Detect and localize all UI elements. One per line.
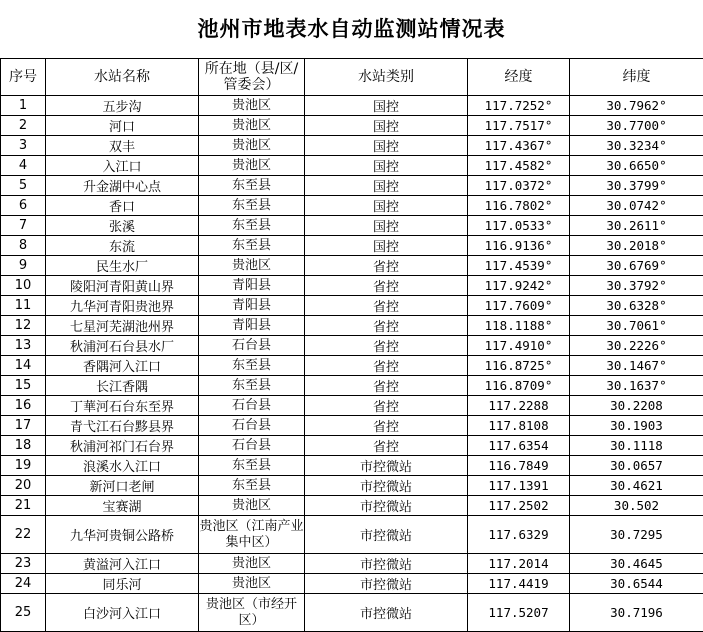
table-row [1, 516, 703, 554]
cell-station-name: 九华河贵铜公路桥 [46, 516, 199, 554]
cell-latitude: 30.6544 [570, 574, 703, 594]
header-index: 序号 [1, 59, 46, 96]
cell-station-name: 双丰 [46, 136, 199, 156]
cell-category: 国控 [305, 116, 468, 136]
table-row [1, 356, 703, 376]
cell-latitude: 30.4621 [570, 476, 703, 496]
cell-longitude: 116.8709° [468, 376, 570, 396]
stations-table [0, 58, 703, 632]
cell-station-name: 五步沟 [46, 96, 199, 116]
cell-longitude: 117.8108 [468, 416, 570, 436]
cell-category: 国控 [305, 136, 468, 156]
table-row [1, 116, 703, 136]
cell-index: 25 [1, 594, 46, 632]
cell-longitude: 117.2502 [468, 496, 570, 516]
cell-category: 省控 [305, 376, 468, 396]
cell-category: 市控微站 [305, 594, 468, 632]
cell-longitude: 117.0533° [468, 216, 570, 236]
cell-location: 青阳县 [199, 316, 305, 336]
cell-location: 东至县 [199, 356, 305, 376]
cell-station-name: 张溪 [46, 216, 199, 236]
cell-category: 市控微站 [305, 456, 468, 476]
cell-location: 贵池区 [199, 574, 305, 594]
cell-category: 省控 [305, 296, 468, 316]
cell-index: 2 [1, 116, 46, 136]
cell-category: 市控微站 [305, 554, 468, 574]
cell-location: 贵池区 [199, 496, 305, 516]
cell-location: 石台县 [199, 436, 305, 456]
cell-index: 8 [1, 236, 46, 256]
table-body [1, 96, 703, 632]
cell-station-name: 九华河青阳贵池界 [46, 296, 199, 316]
table-row [1, 176, 703, 196]
cell-category: 市控微站 [305, 496, 468, 516]
cell-index: 10 [1, 276, 46, 296]
cell-latitude: 30.6328° [570, 296, 703, 316]
cell-location: 贵池区 [199, 116, 305, 136]
cell-longitude: 116.7802° [468, 196, 570, 216]
cell-station-name: 青弋江石台黟县界 [46, 416, 199, 436]
cell-index: 14 [1, 356, 46, 376]
cell-location: 东至县 [199, 236, 305, 256]
cell-location: 青阳县 [199, 276, 305, 296]
cell-location: 石台县 [199, 416, 305, 436]
cell-longitude: 117.5207 [468, 594, 570, 632]
cell-latitude: 30.2611° [570, 216, 703, 236]
header-row [1, 59, 703, 96]
cell-latitude: 30.2208 [570, 396, 703, 416]
cell-latitude: 30.1467° [570, 356, 703, 376]
table-row [1, 196, 703, 216]
table-row [1, 96, 703, 116]
cell-latitude: 30.4645 [570, 554, 703, 574]
cell-index: 9 [1, 256, 46, 276]
cell-location: 贵池区（市经开区） [199, 594, 305, 632]
table-row [1, 336, 703, 356]
cell-location: 贵池区 [199, 96, 305, 116]
cell-latitude: 30.2018° [570, 236, 703, 256]
header-station-name: 水站名称 [46, 59, 199, 96]
cell-category: 省控 [305, 416, 468, 436]
cell-category: 省控 [305, 356, 468, 376]
cell-longitude: 117.2288 [468, 396, 570, 416]
cell-latitude: 30.502 [570, 496, 703, 516]
cell-location: 东至县 [199, 376, 305, 396]
cell-longitude: 118.1188° [468, 316, 570, 336]
header-location: 所在地（县/区/管委会） [199, 59, 305, 96]
cell-longitude: 116.9136° [468, 236, 570, 256]
cell-location: 东至县 [199, 456, 305, 476]
cell-longitude: 117.2014 [468, 554, 570, 574]
cell-index: 22 [1, 516, 46, 554]
page-title: 池州市地表水自动监测站情况表 [0, 0, 703, 58]
cell-latitude: 30.7962° [570, 96, 703, 116]
cell-location: 贵池区（江南产业集中区） [199, 516, 305, 554]
cell-location: 东至县 [199, 176, 305, 196]
cell-station-name: 河口 [46, 116, 199, 136]
cell-latitude: 30.6650° [570, 156, 703, 176]
cell-location: 石台县 [199, 396, 305, 416]
cell-location: 东至县 [199, 216, 305, 236]
cell-longitude: 117.7517° [468, 116, 570, 136]
cell-index: 15 [1, 376, 46, 396]
cell-category: 国控 [305, 236, 468, 256]
cell-index: 18 [1, 436, 46, 456]
cell-index: 19 [1, 456, 46, 476]
cell-category: 市控微站 [305, 476, 468, 496]
cell-location: 青阳县 [199, 296, 305, 316]
cell-category: 省控 [305, 336, 468, 356]
table-row [1, 436, 703, 456]
cell-station-name: 宝赛湖 [46, 496, 199, 516]
table-row [1, 216, 703, 236]
cell-station-name: 白沙河入江口 [46, 594, 199, 632]
cell-category: 国控 [305, 196, 468, 216]
cell-latitude: 30.2226° [570, 336, 703, 356]
cell-latitude: 30.0742° [570, 196, 703, 216]
cell-location: 贵池区 [199, 554, 305, 574]
cell-location: 贵池区 [199, 136, 305, 156]
cell-longitude: 117.0372° [468, 176, 570, 196]
cell-index: 1 [1, 96, 46, 116]
cell-longitude: 117.4582° [468, 156, 570, 176]
table-row [1, 256, 703, 276]
table-row [1, 396, 703, 416]
cell-location: 贵池区 [199, 256, 305, 276]
cell-latitude: 30.7295 [570, 516, 703, 554]
cell-latitude: 30.7196 [570, 594, 703, 632]
header-latitude: 纬度 [570, 59, 703, 96]
cell-index: 6 [1, 196, 46, 216]
cell-location: 贵池区 [199, 156, 305, 176]
cell-longitude: 117.7252° [468, 96, 570, 116]
cell-category: 国控 [305, 96, 468, 116]
cell-longitude: 117.4539° [468, 256, 570, 276]
cell-category: 市控微站 [305, 516, 468, 554]
cell-latitude: 30.6769° [570, 256, 703, 276]
cell-category: 省控 [305, 256, 468, 276]
table-row [1, 316, 703, 336]
cell-category: 省控 [305, 436, 468, 456]
cell-station-name: 入江口 [46, 156, 199, 176]
cell-category: 国控 [305, 176, 468, 196]
table-row [1, 476, 703, 496]
cell-latitude: 30.0657 [570, 456, 703, 476]
cell-station-name: 新河口老闸 [46, 476, 199, 496]
cell-index: 20 [1, 476, 46, 496]
table-row [1, 574, 703, 594]
table-row [1, 276, 703, 296]
table-row [1, 416, 703, 436]
cell-location: 东至县 [199, 196, 305, 216]
cell-index: 5 [1, 176, 46, 196]
cell-location: 东至县 [199, 476, 305, 496]
cell-index: 16 [1, 396, 46, 416]
cell-category: 国控 [305, 156, 468, 176]
cell-station-name: 秋浦河祁门石台界 [46, 436, 199, 456]
cell-longitude: 117.4367° [468, 136, 570, 156]
cell-station-name: 香隅河入江口 [46, 356, 199, 376]
cell-index: 3 [1, 136, 46, 156]
cell-category: 市控微站 [305, 574, 468, 594]
cell-category: 国控 [305, 216, 468, 236]
cell-longitude: 117.6329 [468, 516, 570, 554]
cell-station-name: 七星河芜湖池州界 [46, 316, 199, 336]
table-row [1, 594, 703, 632]
cell-latitude: 30.3234° [570, 136, 703, 156]
cell-station-name: 陵阳河青阳黄山界 [46, 276, 199, 296]
cell-index: 4 [1, 156, 46, 176]
cell-latitude: 30.3792° [570, 276, 703, 296]
cell-station-name: 丁華河石台东至界 [46, 396, 199, 416]
table-row [1, 296, 703, 316]
table-row [1, 136, 703, 156]
cell-index: 24 [1, 574, 46, 594]
cell-latitude: 30.1903 [570, 416, 703, 436]
cell-station-name: 民生水厂 [46, 256, 199, 276]
cell-category: 省控 [305, 396, 468, 416]
cell-location: 石台县 [199, 336, 305, 356]
cell-longitude: 116.8725° [468, 356, 570, 376]
cell-longitude: 117.7609° [468, 296, 570, 316]
cell-longitude: 116.7849 [468, 456, 570, 476]
cell-station-name: 东流 [46, 236, 199, 256]
cell-longitude: 117.9242° [468, 276, 570, 296]
cell-station-name: 香口 [46, 196, 199, 216]
table-row [1, 156, 703, 176]
cell-latitude: 30.3799° [570, 176, 703, 196]
header-category: 水站类别 [305, 59, 468, 96]
cell-station-name: 秋浦河石台县水厂 [46, 336, 199, 356]
cell-longitude: 117.4910° [468, 336, 570, 356]
table-row [1, 236, 703, 256]
cell-index: 12 [1, 316, 46, 336]
cell-longitude: 117.1391 [468, 476, 570, 496]
cell-station-name: 长江香隅 [46, 376, 199, 396]
table-row [1, 496, 703, 516]
cell-longitude: 117.6354 [468, 436, 570, 456]
cell-index: 21 [1, 496, 46, 516]
cell-index: 11 [1, 296, 46, 316]
cell-index: 7 [1, 216, 46, 236]
table-row [1, 376, 703, 396]
cell-station-name: 黄溢河入江口 [46, 554, 199, 574]
cell-category: 省控 [305, 276, 468, 296]
cell-longitude: 117.4419 [468, 574, 570, 594]
cell-latitude: 30.1637° [570, 376, 703, 396]
header-longitude: 经度 [468, 59, 570, 96]
table-row [1, 456, 703, 476]
table-row [1, 554, 703, 574]
cell-index: 17 [1, 416, 46, 436]
cell-latitude: 30.1118 [570, 436, 703, 456]
cell-station-name: 浪溪水入江口 [46, 456, 199, 476]
cell-station-name: 升金湖中心点 [46, 176, 199, 196]
cell-station-name: 同乐河 [46, 574, 199, 594]
cell-latitude: 30.7700° [570, 116, 703, 136]
cell-index: 13 [1, 336, 46, 356]
cell-latitude: 30.7061° [570, 316, 703, 336]
cell-category: 省控 [305, 316, 468, 336]
cell-index: 23 [1, 554, 46, 574]
